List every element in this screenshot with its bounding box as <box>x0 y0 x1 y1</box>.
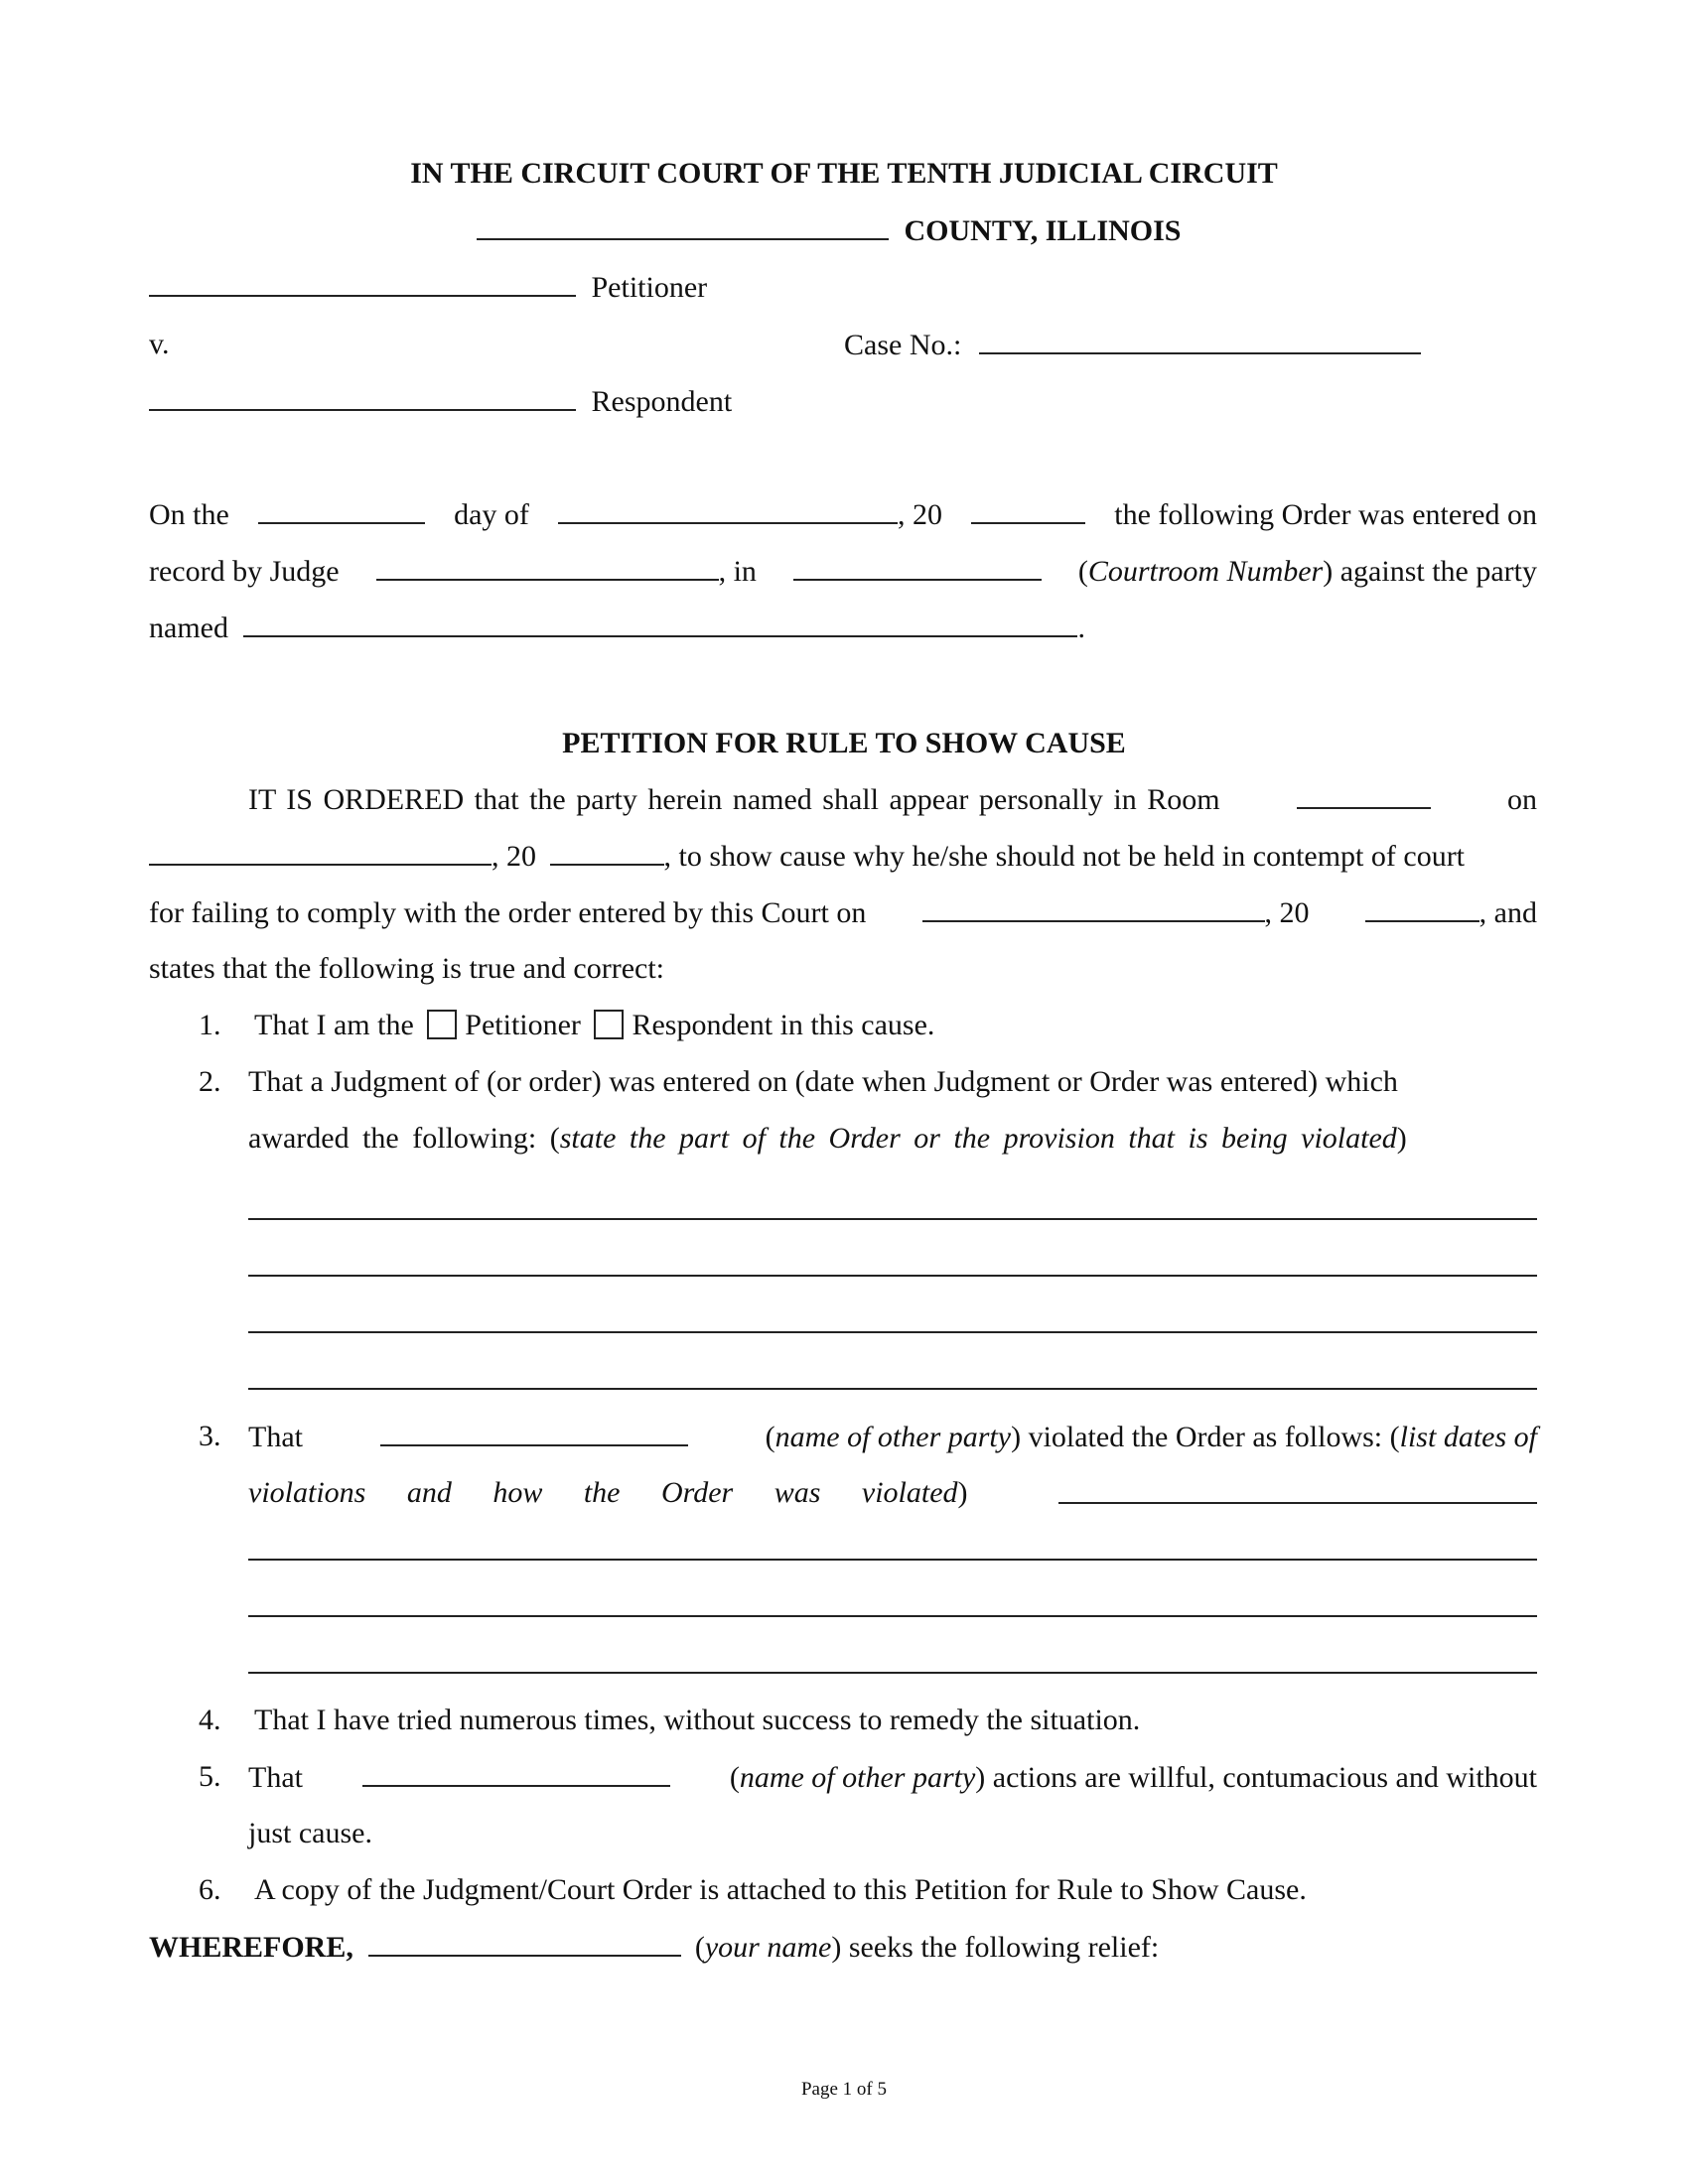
courtroom-number-text: Courtroom Number <box>1087 555 1324 588</box>
case-no-label: Case No.: <box>844 329 962 361</box>
month-blank[interactable] <box>558 496 898 524</box>
item-2-text: That a Judgment of (or order) was entered on (date when Judgment or Order was entered) which <box>248 1065 1398 1098</box>
page-number: Page 1 of 5 <box>800 2079 887 2100</box>
item-3-violated-text: ) violated the Order as follows: ( <box>1011 1421 1400 1453</box>
appear-date-blank[interactable] <box>149 838 492 866</box>
order-year-blank[interactable] <box>1365 894 1479 922</box>
item-2-line-2 <box>248 1121 1407 1157</box>
item-3-that-text: That <box>248 1421 303 1453</box>
court-title-text: IN THE CIRCUIT COURT OF THE TENTH JUDICIAL CIRCUIT <box>410 157 1278 190</box>
petitioner-checkbox[interactable] <box>427 1010 457 1039</box>
item-4-text: That I have tried numerous times, without success to remedy the situation. <box>254 1704 1141 1736</box>
item-2-answer-line-4[interactable] <box>248 1388 1537 1390</box>
list-item-4 <box>199 1703 1140 1738</box>
item-5-rest-text: ) actions are willful, contumacious and without <box>975 1761 1537 1794</box>
item-3-violations-hint: violations and how the Order was violated <box>248 1476 958 1509</box>
comma-in-text: , in <box>718 555 757 588</box>
item-3-answer-line-3[interactable] <box>248 1615 1537 1617</box>
item-5-line-2: just cause. <box>248 1817 372 1849</box>
item-3-answer-line-1[interactable] <box>1058 1502 1537 1504</box>
relief-text: ) seeks the following relief: <box>831 1931 1160 1964</box>
item-3-party-blank[interactable] <box>380 1419 688 1446</box>
item-6-number: 6. <box>199 1873 221 1906</box>
day-of-text: day of <box>454 498 529 531</box>
item-2-awarded-text: awarded the following: ( <box>248 1122 560 1155</box>
show-cause-text: , to show cause why he/she should not be held in contempt of court <box>663 840 1466 873</box>
appear-year-prefix: , 20 <box>492 840 536 873</box>
item-5-that-text: That <box>248 1761 303 1794</box>
petitioner-option-label: Petitioner <box>465 1009 581 1041</box>
item-3-number: 3. <box>199 1420 221 1452</box>
wherefore-line: WHEREFORE, (your name) seeks the following relief: <box>149 1931 1160 1964</box>
named-text: named <box>149 612 228 644</box>
intro-line-1 <box>149 496 1537 533</box>
room-blank[interactable] <box>1297 781 1431 809</box>
item-5-line-1: That (name of other party) actions are willful, contumacious and without <box>248 1761 1537 1794</box>
item-5-number: 5. <box>199 1760 221 1793</box>
named-party-blank[interactable] <box>243 610 1077 637</box>
item-1-text: That I am the <box>254 1009 414 1041</box>
petitioner-label: Petitioner <box>591 271 708 304</box>
your-name-blank[interactable] <box>368 1929 681 1957</box>
case-no-line <box>844 327 1421 363</box>
intro-line-2: record by Judge , in (Courtroom Number) against the party <box>149 555 1537 588</box>
year-prefix-text: , 20 <box>898 498 943 531</box>
item-5-party-blank[interactable] <box>362 1759 670 1787</box>
respondent-label: Respondent <box>591 385 733 418</box>
on-text: on <box>1507 783 1537 816</box>
item-2-answer-line-3[interactable] <box>248 1331 1537 1333</box>
item-5-party-hint: name of other party <box>739 1761 976 1794</box>
your-name-hint: your name <box>704 1931 832 1964</box>
wherefore-label: WHEREFORE, <box>149 1931 353 1964</box>
page-footer <box>0 2078 1688 2102</box>
day-blank[interactable] <box>258 496 425 524</box>
ordered-line-3 <box>149 894 1537 931</box>
item-4-number: 4. <box>199 1704 221 1736</box>
ordered-line-2 <box>149 838 1465 875</box>
versus-label: v. <box>149 328 170 360</box>
item-6-text: A copy of the Judgment/Court Order is attached to this Petition for Rule to Show Cause. <box>254 1873 1307 1906</box>
order-year-prefix: , 20 <box>1264 896 1310 929</box>
court-title <box>0 156 1688 192</box>
item-2-answer-line-2[interactable] <box>248 1275 1537 1277</box>
item-2-answer-line-1[interactable] <box>248 1218 1537 1220</box>
list-item-1 <box>199 1008 934 1043</box>
respondent-blank[interactable] <box>149 383 576 411</box>
item-3-line-2: violations and how the Order was violated) <box>248 1476 968 1509</box>
item-3-line-1: That (name of other party) violated the Order as follows: (list dates of <box>248 1421 1537 1453</box>
on-the-text: On the <box>149 498 229 531</box>
item-2-line-1 <box>248 1064 1537 1100</box>
respondent-option-label: Respondent in this cause. <box>632 1009 935 1041</box>
respondent-line <box>149 383 732 420</box>
judge-blank[interactable] <box>376 553 719 581</box>
following-order-text: the following Order was entered on <box>1114 498 1537 531</box>
item-3-list-hint: list dates of <box>1399 1421 1537 1453</box>
and-text: , and <box>1478 896 1537 929</box>
against-party-text: ) against the party <box>1323 555 1537 588</box>
petition-title-text: PETITION FOR RULE TO SHOW CAUSE <box>562 727 1126 759</box>
petition-title <box>0 726 1688 761</box>
respondent-checkbox[interactable] <box>594 1010 624 1039</box>
named-period: . <box>1077 612 1085 644</box>
item-2-number: 2. <box>199 1065 221 1098</box>
county-label: COUNTY, ILLINOIS <box>904 214 1182 247</box>
record-by-judge-text: record by Judge <box>149 555 340 588</box>
county-line <box>477 212 1181 249</box>
county-blank[interactable] <box>477 212 889 240</box>
courtroom-blank[interactable] <box>793 553 1042 581</box>
case-no-blank[interactable] <box>979 327 1421 354</box>
item-2-close-paren: ) <box>1396 1122 1407 1155</box>
failing-text: for failing to comply with the order entered by this Court on <box>149 896 867 929</box>
petitioner-line <box>149 269 707 306</box>
item-3-party-hint: name of other party <box>774 1421 1012 1453</box>
item-2-provision-hint: state the part of the Order or the provision that is being violated <box>559 1122 1397 1155</box>
petitioner-blank[interactable] <box>149 269 576 297</box>
order-date-blank[interactable] <box>922 894 1265 922</box>
item-3-answer-line-2[interactable] <box>248 1559 1537 1561</box>
item-3-answer-line-4[interactable] <box>248 1672 1537 1674</box>
item-1-number: 1. <box>199 1009 221 1041</box>
appear-year-blank[interactable] <box>550 838 664 866</box>
ordered-text: IT IS ORDERED that the party herein named shall appear personally in Room <box>248 783 1220 816</box>
intro-line-3 <box>149 610 1085 646</box>
list-item-6 <box>199 1872 1307 1908</box>
year-blank[interactable] <box>971 496 1085 524</box>
ordered-line-1 <box>248 781 1537 818</box>
states-text: states that the following is true and correct: <box>149 952 665 985</box>
